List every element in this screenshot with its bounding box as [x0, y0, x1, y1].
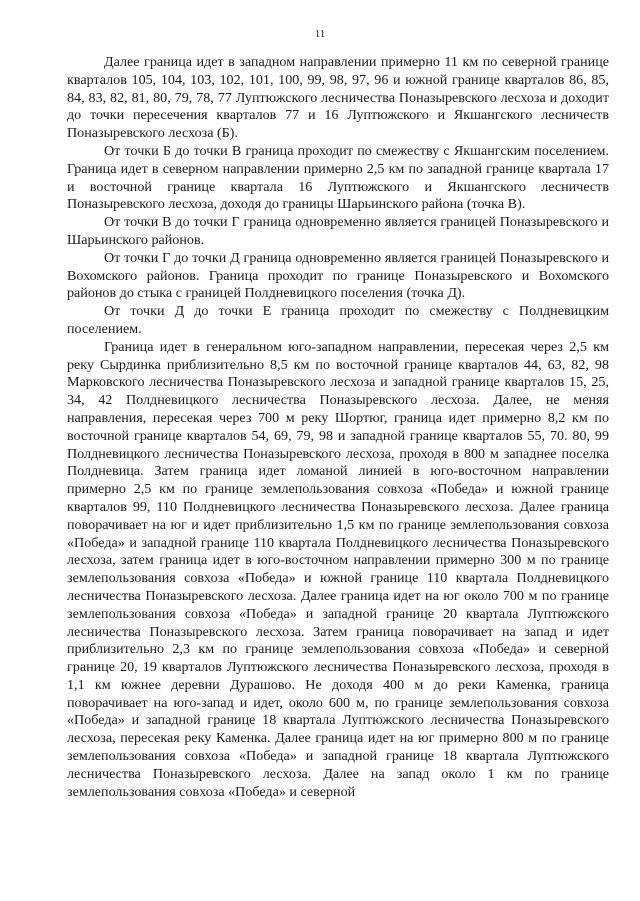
paragraph-3: От точки В до точки Г граница одновременно является границей Поназыревского и Шарьинского районов.: [67, 214, 609, 248]
page-number: 11: [314, 28, 326, 40]
paragraph-4: От точки Г до точки Д граница одновременно является границей Поназыревского и Вохомского районов. Граница проходит по границе Поназыревского и Вохомского районов до стыка с границей Полдневицкого поселения (точка Д).: [67, 249, 609, 302]
paragraph-1: Далее граница идет в западном направлении примерно 11 км по северной границе кварталов 105, 104, 103, 102, 101, 100, 99, 98, 97, 96 и южной границе кварталов 86, 85, 84, 83, 82, 81, 80, 79, 78, 77 Луптюжского лесничества Поназыревского лесхоза и доходит до точки пересечения кварталов 77 и 16 Луптюжского и Якшангского лесничеств Поназыревского лесхоза (Б).: [67, 54, 609, 142]
document-body: [67, 54, 609, 801]
paragraph-6: Граница идет в генеральном юго-западном направлении, пересекая через 2,5 км реку Сырдинка приблизительно 8,5 км по восточной границе кварталов 44, 63, 82, 98 Марковского лесничества Поназыревского лесхоза и западной границе кварталов 15, 25, 34, 42 Полдневицкого лесничества Поназыревского лесхоза. Далее, не меняя направления, пересекая через 700 м реку Шортюг, граница идет примерно 8,2 км по восточной границе кварталов 54, 69, 79, 98 и западной границе кварталов 55, 70. 80, 99 Полдневицкого лесничества Поназыревского лесхоза, проходя в 800 м западнее поселка Полдневица. Затем граница идет ломаной линией в юго-восточном направлении примерно 2,5 км по границе землепользования совхоза «Победа» и южной границе кварталов 99, 110 Полдневицкого лесничества Поназыревского лесхоза. Далее граница поворачивает на юг и идет приблизительно 1,5 км по границе землепользования совхоза «Победа» и западной границе 110 квартала Полдневицкого лесничества Поназыревского лесхоза, затем граница идет в юго-восточном направлении примерно 300 м по границе землепользования совхоза «Победа» и южной границе 110 квартала Полдневицкого лесничества Поназыревского лесхоза. Далее граница идет на юг около 700 м по границе землепользования совхоза «Победа» и западной границе 20 квартала Луптюжского лесничества Поназыревского лесхоза. Затем граница поворачивает на запад и идет приблизительно 2,3 км по границе землепользования совхоза «Победа» и северной границе 20, 19 кварталов Луптюжского лесничества Поназыревского лесхоза, проходя в 1,1 км южнее деревни Дурашово. Не доходя 400 м до реки Каменка, граница поворачивает на юго-запад и идет, около 600 м, по границе землепользования совхоза «Победа» и западной границе 18 квартала Луптюжского лесничества Поназыревского лесхоза, пересекая реку Каменка. Далее граница идет на юг примерно 800 м по границе землепользования совхоза «Победа» и западной границе 18 квартала Луптюжского лесничества Поназыревского лесхоза. Далее на запад около 1 км по границе землепользования совхоза «Победа» и северной: [67, 338, 609, 800]
paragraph-2: От точки Б до точки В граница проходит по смежеству с Якшангским поселением. Граница идет в северном направлении примерно 2,5 км по западной границе квартала 17 и восточной границе квартала 16 Луптюжского и Якшангского лесничеств Поназыревского лесхоза, доходя до границы Шарьинского района (точка В).: [67, 142, 609, 213]
paragraph-5: От точки Д до точки Е граница проходит по смежеству с Полдневицким поселением.: [67, 303, 609, 337]
